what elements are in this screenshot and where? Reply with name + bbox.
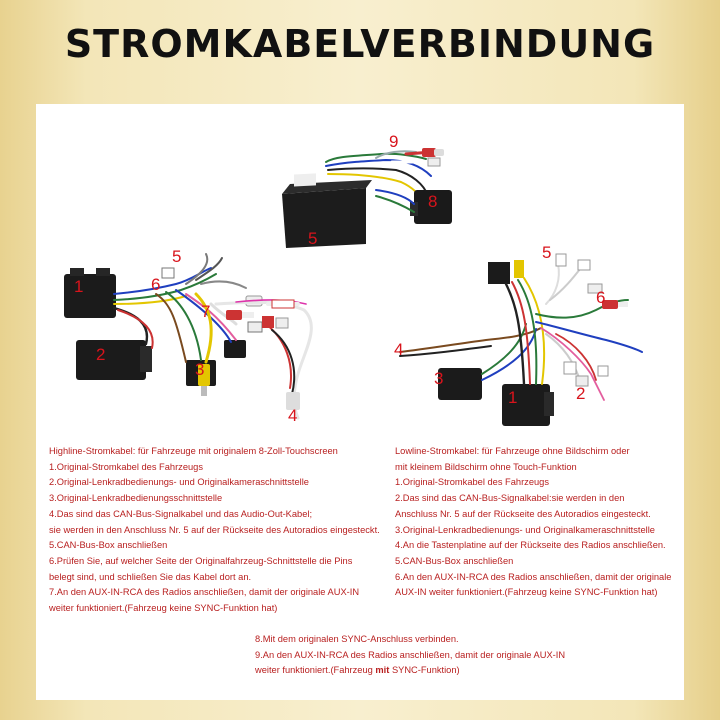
highline-line: 7.An den AUX-IN-RCA des Radios anschließen, damit der originale AUX-IN <box>49 587 360 598</box>
highline-line: sie werden in den Anschluss Nr. 5 auf der Rückseite des Autoradios eingesteckt. <box>49 524 380 535</box>
lowline-line: AUX-IN weiter funktioniert.(Fahrzeug keine SYNC-Funktion hat) <box>395 587 658 598</box>
lowline-line: 3.Original-Lenkradbedienungs- und Originalkameraschnittstelle <box>395 524 655 535</box>
label-1-right: 1 <box>508 388 518 407</box>
label-4-left: 4 <box>288 406 298 425</box>
lowline-line: 2.Das sind das CAN-Bus-Signalkabel:sie werden in den <box>395 493 625 504</box>
label-9-top: 9 <box>389 132 399 151</box>
sync-notes <box>255 632 565 679</box>
label-2-left: 2 <box>96 345 106 364</box>
label-5-right: 5 <box>542 243 552 262</box>
lowline-description <box>395 444 671 601</box>
lowline-line: 4.An die Tastenplatine auf der Rückseite des Radios anschließen. <box>395 540 666 551</box>
highline-description <box>49 444 380 617</box>
label-5-top: 5 <box>308 229 318 248</box>
label-7-left: 7 <box>201 302 211 321</box>
highline-line: belegt sind, und schließen Sie das Kabel dort an. <box>49 571 252 582</box>
sync-note-line <box>255 663 565 679</box>
highline-line: 4.Das sind das CAN-Bus-Signalkabel und das Audio-Out-Kabel; <box>49 508 313 519</box>
highline-line: Highline-Stromkabel: für Fahrzeuge mit originalem 8-Zoll-Touchscreen <box>49 446 338 456</box>
page-title: STROMKABELVERBINDUNG <box>64 22 656 66</box>
label-3-right: 3 <box>434 369 444 388</box>
highline-line: 2.Original-Lenkradbedienungs- und Originalkameraschnittstelle <box>49 477 309 488</box>
sync-note-line: 9.An den AUX-IN-RCA des Radios anschließen, damit der originale AUX-IN <box>255 649 566 660</box>
lowline-line: Lowline-Stromkabel: für Fahrzeuge ohne Bildschirm oder <box>395 446 630 456</box>
sync-note-line: 8.Mit dem originalen SYNC-Anschluss verbinden. <box>255 634 459 644</box>
highline-line: weiter funktioniert.(Fahrzeug keine SYNC-Funktion hat) <box>49 603 278 614</box>
highline-line: 1.Original-Stromkabel des Fahrzeugs <box>49 461 203 472</box>
lowline-line: Anschluss Nr. 5 auf der Rückseite des Autoradios eingesteckt. <box>395 508 651 519</box>
label-6-left: 6 <box>151 275 161 294</box>
lowline-line: 1.Original-Stromkabel des Fahrzeugs <box>395 477 549 488</box>
label-6-right: 6 <box>596 288 606 307</box>
label-3-left: 3 <box>195 360 205 379</box>
sync-note-text: weiter funktioniert.(Fahrzeug <box>255 665 376 676</box>
lowline-line: 6.An den AUX-IN-RCA des Radios anschließen, damit der originale <box>395 571 672 582</box>
sync-note-text: SYNC-Funktion) <box>389 665 460 676</box>
highline-line: 3.Original-Lenkradbedienungsschnittstelle <box>49 493 223 504</box>
highline-line: 5.CAN-Bus-Box anschließen <box>49 540 168 551</box>
label-5-left: 5 <box>172 247 182 266</box>
highline-harness-illustration <box>64 254 311 418</box>
lowline-harness-illustration <box>400 254 642 426</box>
lowline-line: mit kleinem Bildschirm ohne Touch-Funktion <box>395 461 577 472</box>
sync-note-emphasis: mit <box>375 665 390 676</box>
label-2-right: 2 <box>576 384 586 403</box>
label-1-left: 1 <box>74 277 84 296</box>
lowline-line: 5.CAN-Bus-Box anschließen <box>395 555 514 566</box>
label-8-top: 8 <box>428 192 438 211</box>
label-4-right: 4 <box>394 340 404 359</box>
highline-line: 6.Prüfen Sie, auf welcher Seite der Originalfahrzeug-Schnittstelle die Pins <box>49 555 353 566</box>
content-panel <box>36 104 684 700</box>
